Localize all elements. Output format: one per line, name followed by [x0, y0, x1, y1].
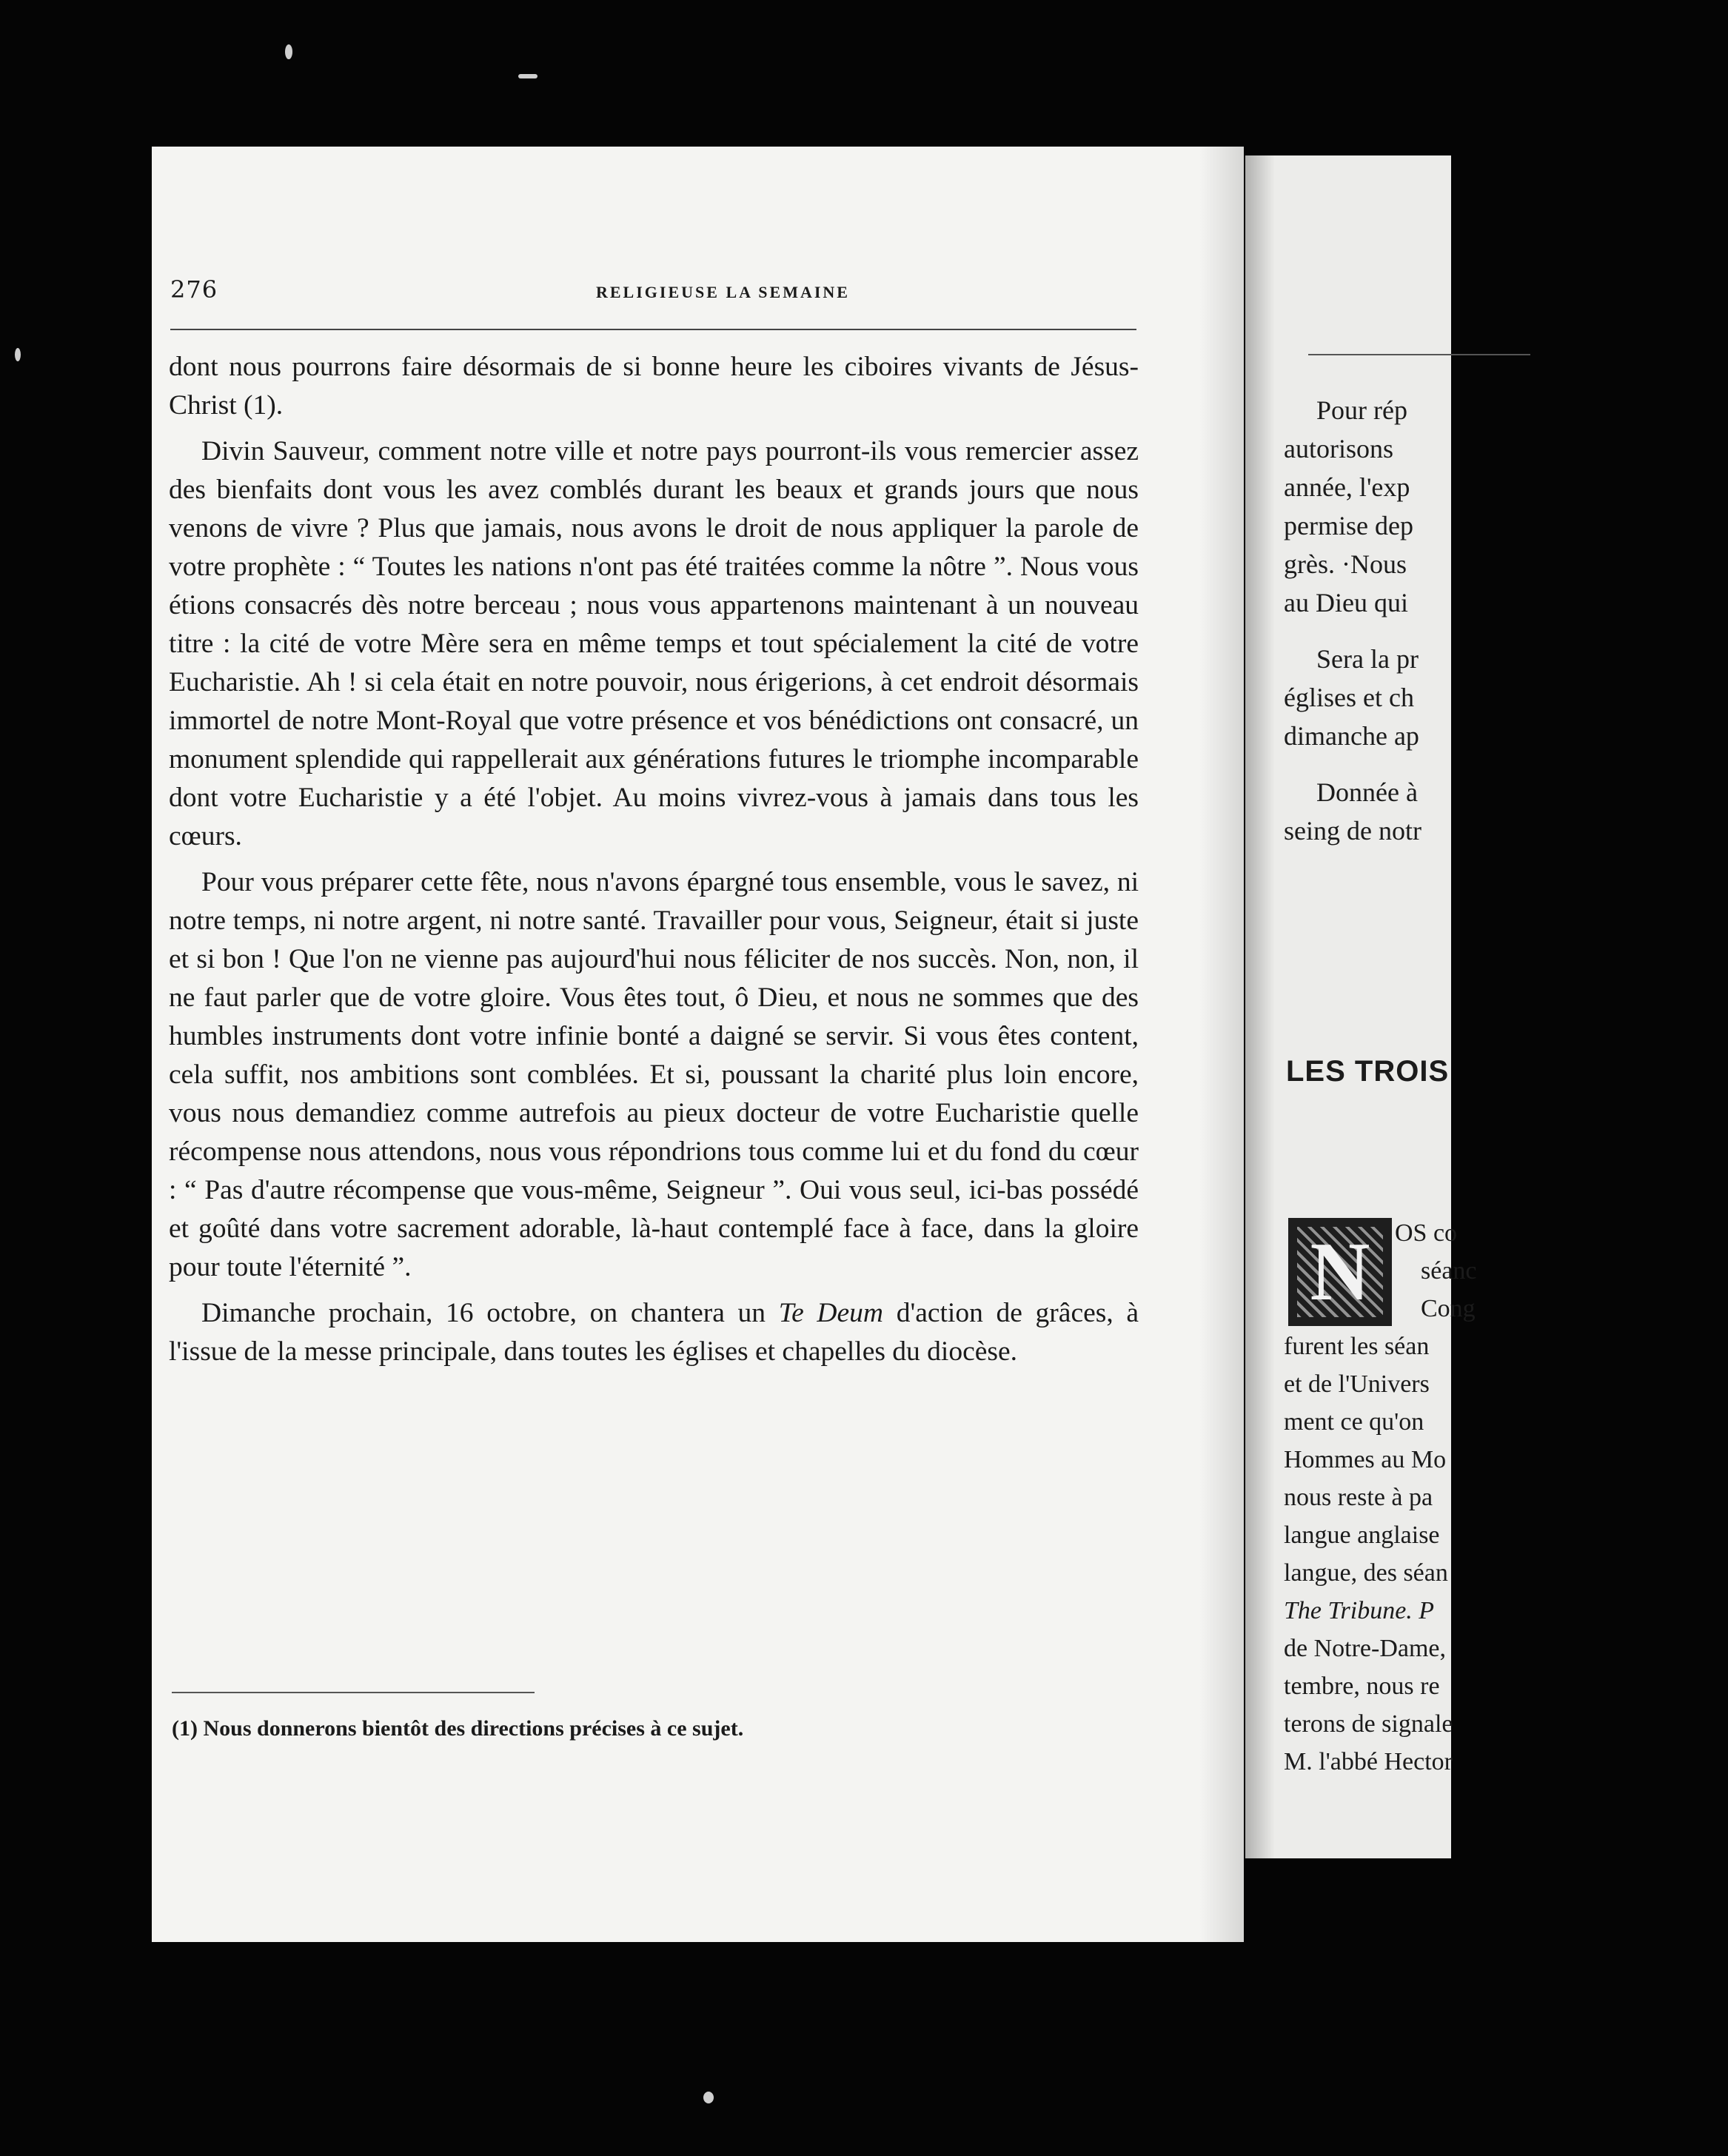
right-gutter-shadow — [1245, 155, 1275, 1858]
right-line: Cong — [1421, 1295, 1476, 1322]
right-header-rule — [1308, 354, 1530, 355]
right-line: tembre, nous re — [1284, 1673, 1440, 1700]
right-line: Donnée à — [1316, 777, 1418, 807]
right-line: Pour rép — [1316, 395, 1407, 425]
paragraph-4 — [169, 1294, 1139, 1371]
right-line: Sera la pr — [1316, 644, 1419, 674]
header-rule — [170, 329, 1136, 330]
right-line: Hommes au Mo — [1284, 1446, 1447, 1473]
right-line: OS co — [1395, 1219, 1458, 1247]
right-line: terons de signale — [1284, 1710, 1453, 1738]
right-line: année, l'exp — [1284, 472, 1410, 502]
initial-letter: N — [1310, 1225, 1370, 1318]
right-text-article — [1284, 1214, 1728, 1781]
scan-speck — [703, 2092, 714, 2103]
right-line: seing de notr — [1284, 816, 1421, 846]
scan-speck — [285, 44, 292, 59]
scan-speck — [15, 348, 21, 361]
right-line: grès. ·Nous — [1284, 549, 1407, 579]
paragraph-3: Pour vous préparer cette fête, nous n'avons épargné tous ensemble, vous le savez, ni notre temps, ni notre argent, ni notre santé. Travailler pour vous, Seigneur, était si juste et si bon ! Que l'on ne vienne pas aujourd'hui nous féliciter de nos succès. Non, non, il ne faut parler que de votre gloire. Vous êtes tout, ô Dieu, et nous ne sommes que des humbles instruments dont votre infinie bonté a daigné se servir. Si vous êtes content, cela suffit, nos ambitions sont comblées. Et si, poussant la charité plus loin encore, vous nous demandiez comme autrefois au pieux docteur de votre Eucharistie quelle récompense nous attendons, nous vous répondrions tous comme lui et du fond du cœur : “ Pas d'autre récompense que vous-même, Seigneur ”. Oui vous seul, ici-bas possédé et goûté dans votre sacrement adorable, là-haut contemplé face à face, dans la gloire pour toute l'éternité ”. — [169, 867, 1139, 1282]
footnote: (1) Nous donnerons bientôt des directions précises à ce sujet. — [172, 1716, 744, 1741]
right-line: nous reste à pa — [1284, 1484, 1433, 1511]
right-line: langue, des séan — [1284, 1559, 1448, 1587]
page-gutter-shadow — [1199, 147, 1244, 1942]
te-deum-title: Te Deum — [778, 1298, 883, 1328]
right-line: permise dep — [1284, 511, 1413, 540]
footnote-rule — [172, 1692, 535, 1693]
paragraph-4-text-end: d'action de grâces, à l'issue de la messe principale, dans toutes les églises et chapelles du diocèse. — [169, 1298, 1139, 1367]
right-line: langue anglaise — [1284, 1521, 1440, 1549]
right-line: au Dieu qui — [1284, 588, 1408, 617]
section-heading: LES TROIS — [1286, 1055, 1450, 1088]
right-line: furent les séan — [1284, 1333, 1430, 1360]
right-line: séanc — [1421, 1257, 1477, 1285]
page-number: 276 — [170, 275, 218, 304]
paragraph-2: Divin Sauveur, comment notre ville et notre pays pourront-ils vous remercier assez des bienfaits dont vous les avez comblés durant les beaux et grands jours que nous venons de vivre ? Plus que jamais, nous avons le droit de nous appliquer la parole de votre prophète : “ Toutes les nations n'ont pas été traitées comme la nôtre ”. Nous vous étions consacrés dès notre berceau ; nous vous appartenons maintenant à un nouveau titre : la cité de votre Mère sera en même temps et tout spécialement la cité de votre Eucharistie. Ah ! si cela était en notre pouvoir, nous érigerions, à cet endroit désormais immortel de notre Mont-Royal que votre présence et vos bénédictions ont consacré, un monument splendide qui rappellerait aux générations futures le triomphe incomparable dont votre Eucharistie y a été l'objet. Au moins vivrez-vous à jamais dans tous les cœurs. — [169, 436, 1139, 851]
page-header — [170, 275, 1136, 327]
right-line: églises et ch — [1284, 683, 1414, 712]
right-text-top — [1284, 391, 1728, 850]
scan-speck — [518, 74, 538, 78]
running-head: RELIGIEUSE LA SEMAINE — [596, 283, 850, 301]
right-line: de Notre-Dame, — [1284, 1635, 1447, 1662]
right-line: M. l'abbé Hector — [1284, 1748, 1453, 1775]
paragraph-4-text: Dimanche prochain, 16 octobre, on chantera un — [201, 1298, 766, 1328]
right-page — [1245, 155, 1477, 1858]
right-line: autorisons — [1284, 434, 1393, 463]
right-line: The Tribune. P — [1284, 1597, 1435, 1624]
right-line: ment ce qu'on — [1284, 1408, 1424, 1436]
body-text — [169, 348, 1139, 1379]
paragraph-1: dont nous pourrons faire désormais de si bonne heure les ciboires vivants de Jésus-Christ (1). — [169, 352, 1139, 421]
right-line: dimanche ap — [1284, 721, 1419, 751]
right-line: et de l'Univers — [1284, 1370, 1430, 1398]
